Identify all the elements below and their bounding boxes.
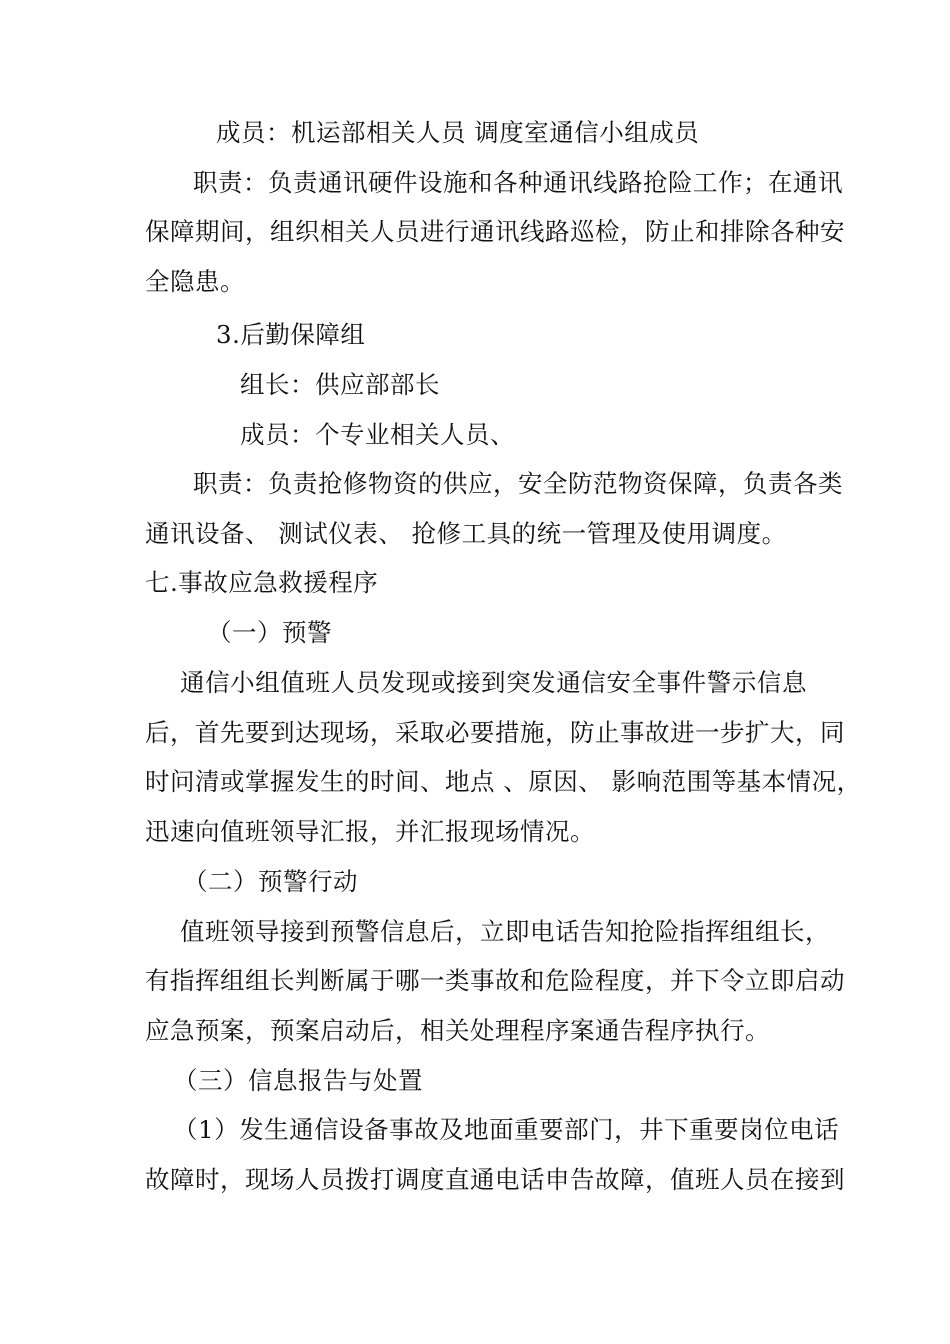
paragraph-line: 全隐患。 (145, 267, 245, 296)
paragraph-line: 保障期间，组织相关人员进行通讯线路巡检，防止和排除各种安 (145, 217, 845, 246)
paragraph-line: 时问清或掌握发生的时间、地点 、原因、 影响范围等基本情况， (145, 767, 862, 796)
paragraph-line: 值班领导接到预警信息后，立即电话告知抢险指挥组组长， (180, 917, 830, 946)
paragraph-line: 通讯设备、 测试仪表、 抢修工具的统一管理及使用调度。 (145, 519, 787, 548)
paragraph-line: （1）发生通信设备事故及地面重要部门，井下重要岗位电话 (173, 1115, 840, 1144)
paragraph-line: 故障时，现场人员拨打调度直通电话申告故障，值班人员在接到 (145, 1165, 845, 1194)
chapter-heading: 七.事故应急救援程序 (145, 568, 379, 597)
paragraph-line: 迅速向值班领导汇报，并汇报现场情况。 (145, 817, 595, 846)
section-heading: （二）预警行动 (183, 867, 358, 896)
section-heading: （三）信息报告与处置 (173, 1066, 423, 1095)
paragraph-line: 成员：个专业相关人员、 (240, 420, 515, 449)
section-heading: 3.后勤保障组 (216, 320, 366, 349)
paragraph-line: 后，首先要到达现场，采取必要措施，防止事故进一步扩大，同 (145, 718, 845, 747)
paragraph-line: 通信小组值班人员发现或接到突发通信安全事件警示信息 (180, 668, 807, 697)
paragraph-line: 职责：负责抢修物资的供应，安全防范物资保障，负责各类 (193, 469, 843, 498)
paragraph-line: 成员：机运部相关人员 调度室通信小组成员 (216, 118, 700, 147)
paragraph-line: 应急预案，预案启动后，相关处理程序案通告程序执行。 (145, 1016, 770, 1045)
section-heading: （一）预警 (207, 618, 332, 647)
paragraph-line: 组长：供应部部长 (240, 370, 440, 399)
paragraph-line: 有指挥组组长判断属于哪一类事故和危险程度，并下令立即启动 (145, 966, 845, 995)
paragraph-line: 职责：负责通讯硬件设施和各种通讯线路抢险工作；在通讯 (193, 168, 843, 197)
